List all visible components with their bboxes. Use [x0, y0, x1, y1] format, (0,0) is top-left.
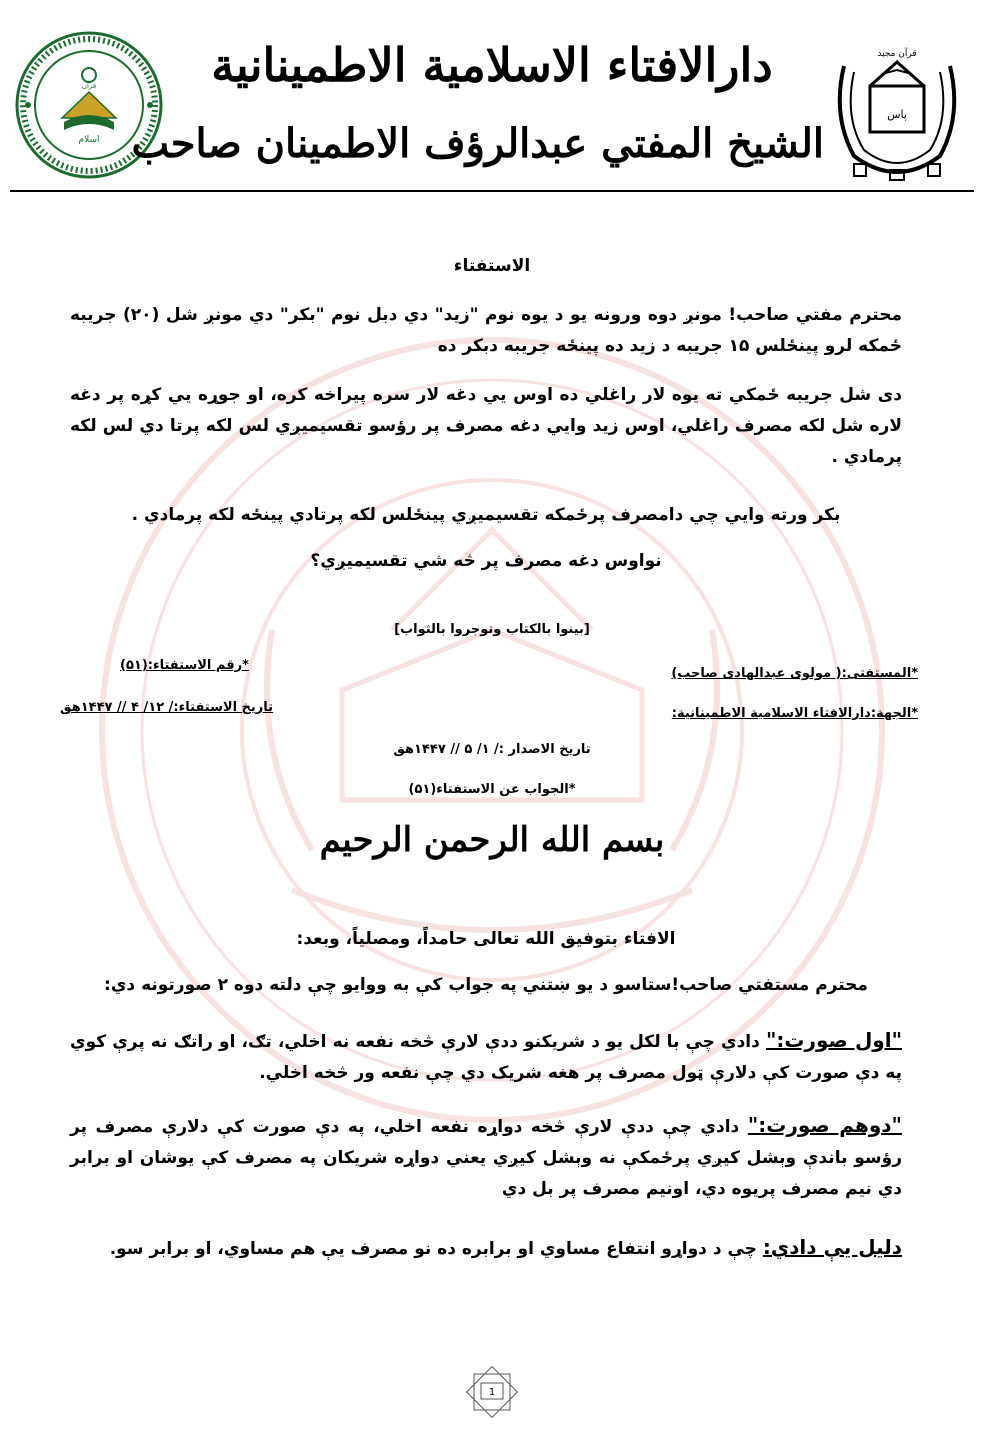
proof-text: چې د دواړو انتفاع مساوي او برابره ده نو مصرف يې هم مساوي، او برابر سو. [109, 1239, 763, 1259]
question-paragraph-3: بکر ورته وايي چي دامصرف پرځمکه تقسيميږي پينځلس لکه پرتادي پينځه لکه پرمادي . [131, 505, 841, 525]
issue-date: تاريخ الاصدار :/ ۱/ ۵ // ۱۴۴۷هق [393, 742, 591, 757]
proof-label: دليل يې دادي: [762, 1235, 902, 1259]
second-case-label: "دوهم صورت:" [747, 1113, 902, 1137]
answer-intro: الافتاء بتوفيق الله تعالی حامداً، ومصلياً، وبعد: [296, 929, 676, 949]
page-number-ornament [462, 1362, 522, 1422]
istifta-date: تاريخ الاستفتاء:/ ۱۲/ ۴ // ۱۴۴۷هق [60, 700, 274, 715]
request-note: [بينوا بالکتاب وتوجروا بالثواب] [394, 622, 590, 637]
istifta-number: *رقم الاستفتاء:(۵۱) [120, 658, 249, 673]
second-case-text: دادي چې ددې لارې څخه دواړه نفعه اخلي، په دې صورت کې دلارې مصرف پر رؤسو باندې وېشل کيږي پرځمکې نه وېشل کيږي يعني دواړه شريکان په مصرف کې يوشان او برابر دي نيم مصرف پريوه دي، اونيم مصرف پر بل دي [70, 1117, 902, 1199]
right-seal-emblem [824, 26, 970, 184]
right-seal-label-pass: پاس [887, 108, 907, 121]
answer-paragraph-1: محترم مستفتي صاحب!ستاسو د يو ښتني په جواب کې به ووايو چې دلته دوه ۲ صورتونه دي: [104, 975, 868, 995]
header-rule [10, 190, 974, 192]
right-seal-label-quran: قرآن مجيد [877, 49, 917, 59]
second-case-paragraph [70, 1110, 902, 1205]
jiha-line: *الجهة:دارالافتاء الاسلامية الاطمينانية: [671, 706, 918, 721]
page-number: 1 [488, 1387, 496, 1398]
mustafti-line: *المستفتی:( مولوی عبدالهادی صاحب) [671, 666, 918, 681]
left-seal-label-quran: قرآن [81, 82, 97, 90]
question-paragraph-1: محترم مفتي صاحب! مونږ دوه ورونه يو د يوه نوم "زيد" دي دبل نوم "بکر" دي مونږ شل (۲۰) جريبه ځمکه لرو پينځلس ۱۵ جريبه د زيد ده پينځه جريبه دبکر ده [70, 305, 902, 356]
letterhead [10, 20, 974, 190]
institution-title: دارالافتاء الاسلامية الاطمينانية [211, 38, 773, 92]
first-case-text: دادي چې با لکل يو د شريکنو ددې لارې څخه نفعه نه اخلي، تګ، او راتګ نه پرې کوي په دې صورت کې دلارې ټول مصرف پر هغه شريک دي چې نفعه ور څخه اخلي. [70, 1032, 902, 1083]
proof-paragraph [70, 1232, 902, 1265]
question-paragraph-2: دی شل جريبه ځمکي ته يوه لار راغلي ده اوس يي دغه لار سره پيراخه کره، او جوړه يي کړه پر دغه لاره شل لکه مصرف راغلي، اوس زيد وايي دغه مصرف پر رؤسو تقسيميږي لس لکه پرتا دي لس لکه پرمادي . [70, 385, 902, 467]
left-seal-label-islam: اسلام [78, 135, 100, 145]
mufti-name-title: الشيخ المفتي عبدالرؤف الاطمينان صاحب [131, 120, 824, 167]
first-case-paragraph [70, 1025, 902, 1089]
basmala-calligraphy: بسم الله الرحمن الرحيم [319, 820, 665, 860]
answer-heading: *الجواب عن الاستفتاء(۵۱) [408, 782, 576, 797]
question-paragraph-4: نواوس دغه مصرف پر څه شي تقسيميږي؟ [310, 551, 662, 571]
first-case-label: "اول صورت:" [765, 1028, 903, 1052]
document-title: الاستفتاء [453, 256, 531, 276]
